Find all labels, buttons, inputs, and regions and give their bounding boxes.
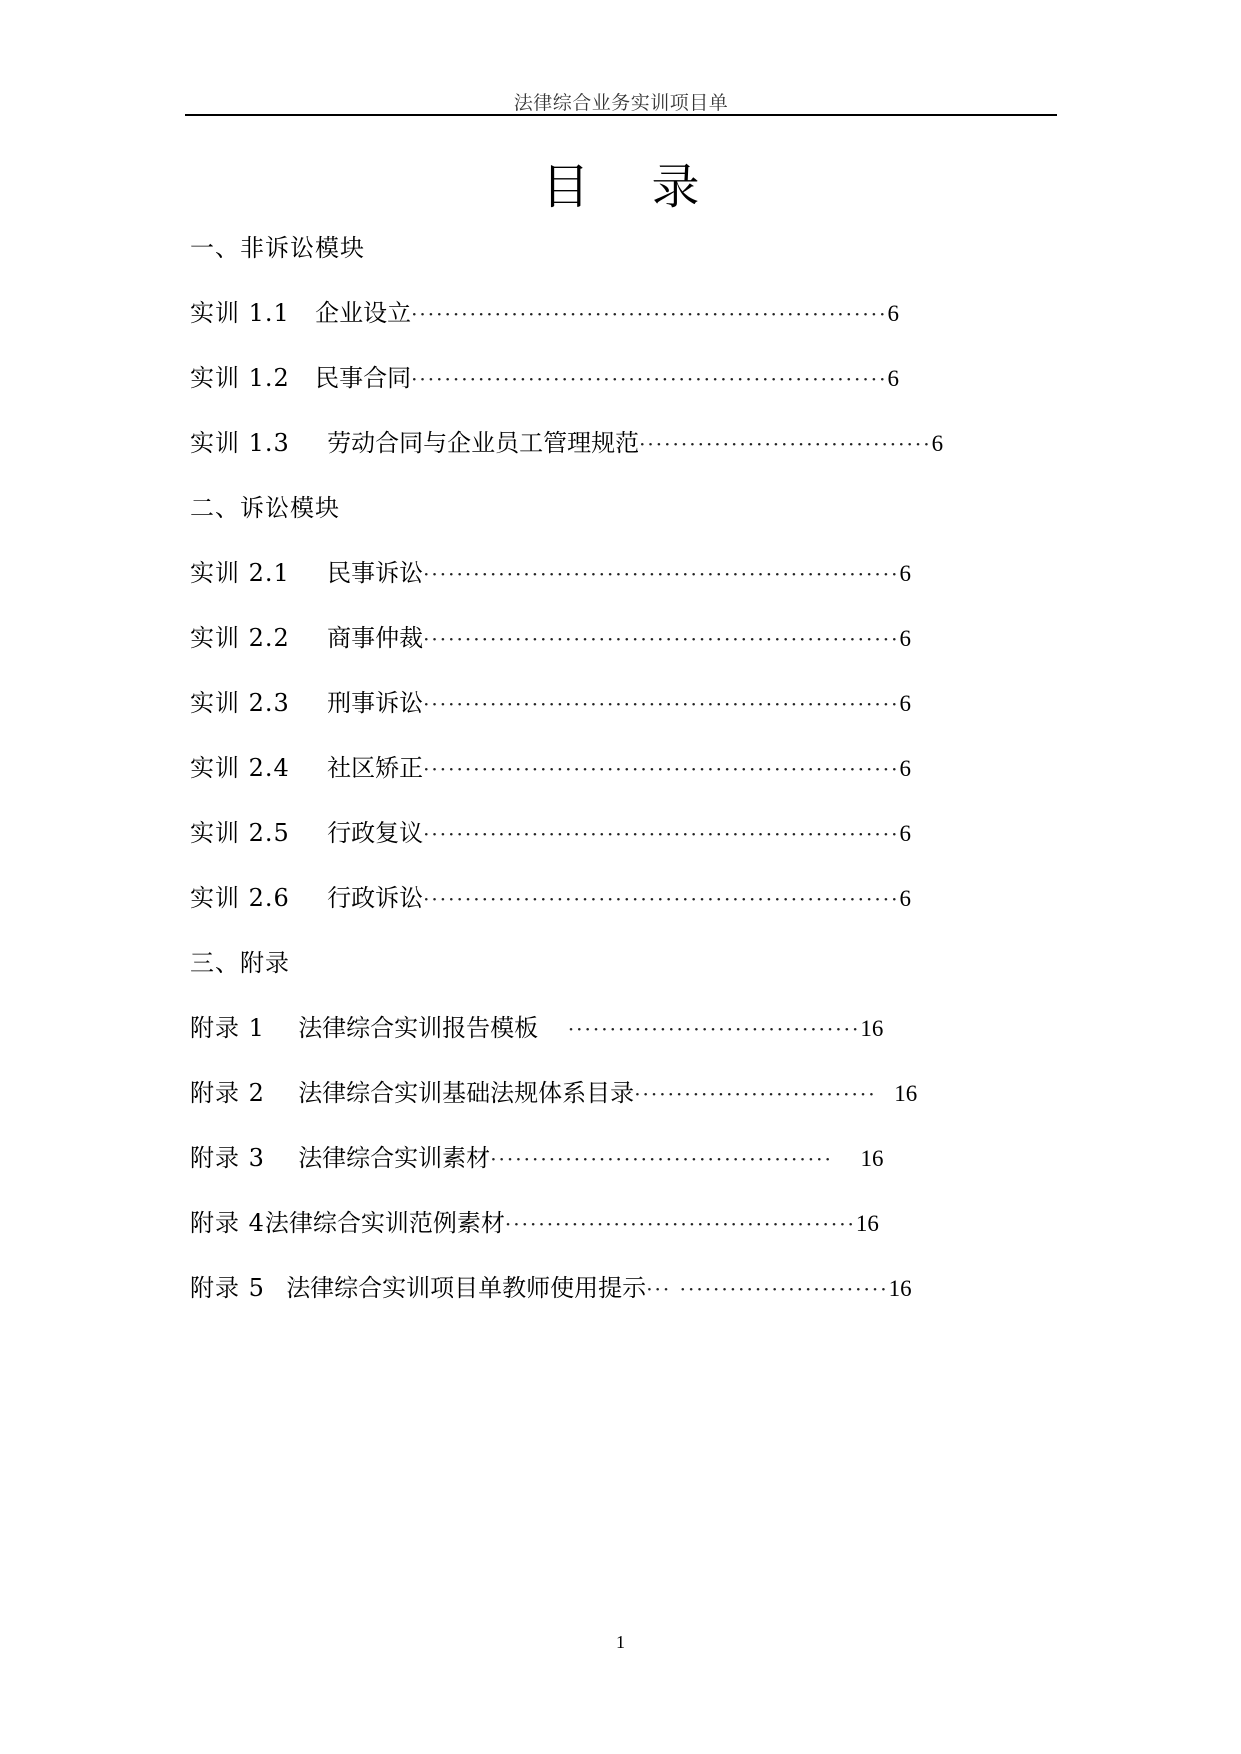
toc-entry-title: 法律综合实训报告模板 (298, 1014, 539, 1042)
toc-entry-label: 实训 2.2 (190, 624, 290, 652)
toc-entry-page: 6 (899, 886, 911, 911)
toc-entry-label: 附录 5 (190, 1274, 265, 1302)
toc-entry-page: 6 (887, 301, 899, 326)
toc-section-litigation: 二、诉讼模块 (190, 494, 340, 522)
toc-entry-2-5[interactable] (190, 813, 990, 878)
toc-entry-title: 行政诉讼 (327, 884, 424, 912)
toc-entry-page: 16 (888, 1276, 912, 1301)
toc-entry-page: 6 (887, 366, 899, 391)
toc-entry-page: 6 (899, 821, 911, 846)
toc-leader-dots: ··································· (567, 1017, 861, 1041)
toc-entry-label: 实训 1.3 (190, 429, 290, 457)
toc-entry-label: 实训 1.1 (190, 299, 290, 327)
toc-entry-appendix-1[interactable] (190, 1008, 990, 1073)
toc-entry-label: 实训 2.6 (190, 884, 290, 912)
toc-entry-label: 附录 1 (190, 1014, 265, 1042)
toc-leader-dots: ························································· (423, 627, 900, 651)
toc-entry-2-2[interactable] (190, 618, 990, 683)
toc-entry-title: 企业设立 (315, 299, 412, 327)
toc-entry-page: 16 (855, 1211, 879, 1236)
toc-entry-label: 实训 2.3 (190, 689, 290, 717)
toc-entry-title: 法律综合实训范例素材 (264, 1209, 505, 1237)
toc-entry-1-2[interactable] (190, 358, 990, 423)
toc-entry-appendix-5[interactable] (190, 1268, 990, 1333)
toc-entry-title: 劳动合同与企业员工管理规范 (327, 429, 640, 457)
toc-leader-dots: ··· ························· (646, 1277, 889, 1301)
toc-leader-dots: ························································· (423, 822, 900, 846)
toc-entry-title: 法律综合实训素材 (298, 1144, 491, 1172)
toc-leader-dots: ··································· (639, 432, 932, 456)
toc-leader-dots: ························································· (411, 302, 888, 326)
toc-entry-1-3[interactable] (190, 423, 990, 488)
toc-section-appendix: 三、附录 (190, 949, 290, 977)
toc-entry-page: 16 (860, 1146, 884, 1171)
toc-entry-title: 刑事诉讼 (327, 689, 424, 717)
toc-entry-title: 法律综合实训基础法规体系目录 (298, 1079, 635, 1107)
toc-leader-dots: ························································· (411, 367, 888, 391)
page-title: 目录 (541, 159, 762, 215)
toc-entry-label: 附录 3 (190, 1144, 265, 1172)
toc-leader-dots: ····························· (634, 1082, 877, 1106)
toc-entry-page: 6 (899, 756, 911, 781)
toc-entry-2-3[interactable] (190, 683, 990, 748)
toc-entry-2-4[interactable] (190, 748, 990, 813)
toc-leader-dots: ········································· (490, 1147, 833, 1171)
toc-entry-appendix-2[interactable] (190, 1073, 990, 1138)
toc-entry-label: 实训 1.2 (190, 364, 290, 392)
toc-entry-label: 实训 2.5 (190, 819, 290, 847)
toc-entry-2-1[interactable] (190, 553, 990, 618)
toc-entry-2-6[interactable] (190, 878, 990, 943)
toc-entry-title: 民事合同 (315, 364, 412, 392)
toc-entry-page: 6 (899, 561, 911, 586)
toc-leader-dots: ························································· (423, 757, 900, 781)
toc-entry-appendix-3[interactable] (190, 1138, 990, 1203)
toc-entry-title: 民事诉讼 (327, 559, 424, 587)
toc-entry-title: 商事仲裁 (327, 624, 424, 652)
toc-entry-label: 附录 2 (190, 1079, 265, 1107)
toc-leader-dots: ························································· (423, 692, 900, 716)
toc-entry-label: 实训 2.1 (190, 559, 290, 587)
header-rule (185, 114, 1057, 116)
toc-entry-1-1[interactable] (190, 293, 990, 358)
table-of-contents (190, 228, 990, 1333)
toc-entry-title: 社区矫正 (327, 754, 424, 782)
toc-entry-page: 16 (860, 1016, 884, 1041)
toc-entry-title: 法律综合实训项目单教师使用提示 (286, 1274, 647, 1302)
toc-entry-page: 6 (899, 691, 911, 716)
toc-entry-page: 6 (899, 626, 911, 651)
toc-section-non-litigation: 一、非诉讼模块 (190, 234, 365, 262)
toc-entry-appendix-4[interactable] (190, 1203, 990, 1268)
toc-entry-page: 6 (931, 431, 944, 456)
toc-entry-title: 行政复议 (327, 819, 424, 847)
toc-leader-dots: ························································· (423, 887, 900, 911)
toc-leader-dots: ·········································· (504, 1212, 856, 1236)
page-number: 1 (616, 1632, 625, 1652)
running-header: 法律综合业务实训项目单 (513, 92, 729, 114)
toc-leader-dots: ························································· (423, 562, 900, 586)
toc-entry-label: 附录 4 (190, 1209, 265, 1237)
toc-entry-page: 16 (894, 1081, 918, 1106)
toc-entry-label: 实训 2.4 (190, 754, 290, 782)
